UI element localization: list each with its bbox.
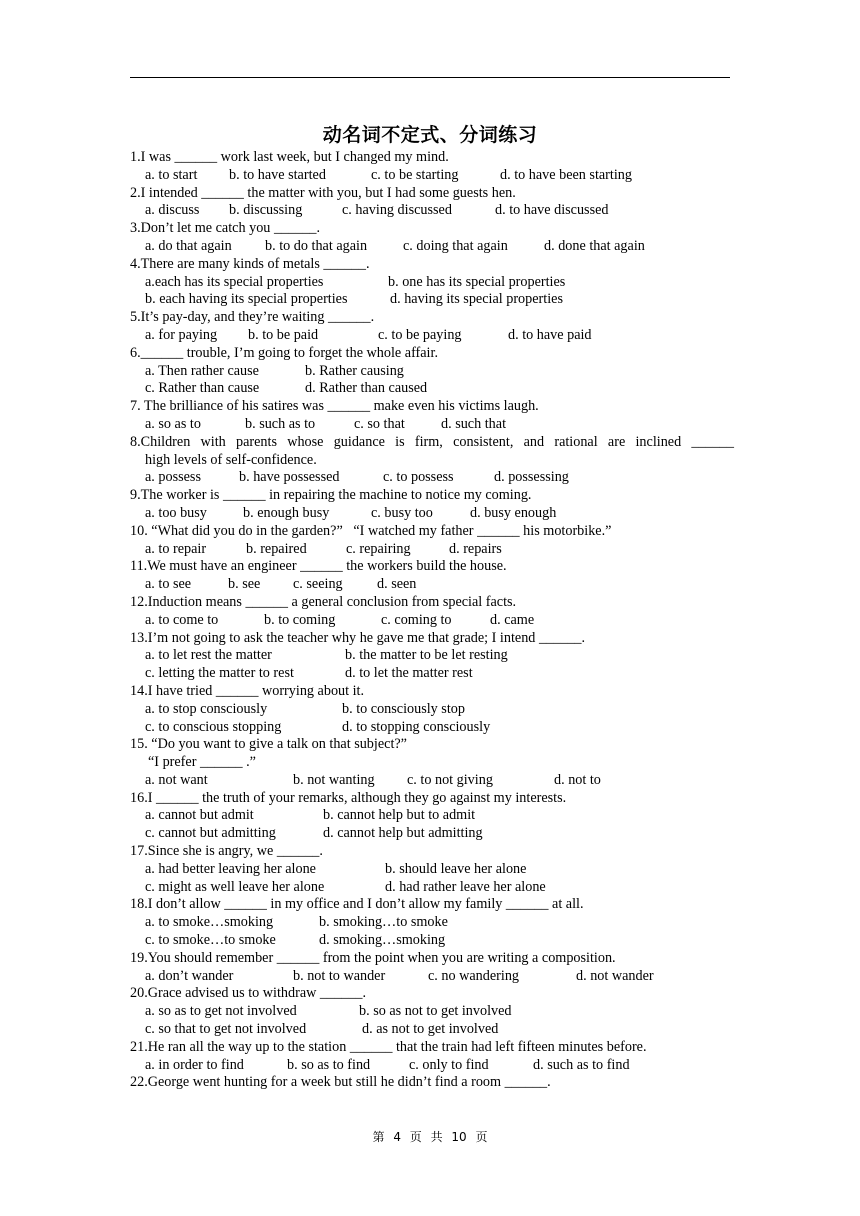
question-stem: 15. “Do you want to give a talk on that subject?”	[130, 736, 407, 753]
option-c: c. to be starting	[371, 166, 459, 183]
option-b: b. smoking…to smoke	[319, 914, 448, 931]
question-stem: 4.There are many kinds of metals ______.	[130, 255, 370, 272]
option-b: b. so as to find	[287, 1056, 371, 1073]
question-stem: 10. “What did you do in the garden?” “I watched my father ______ his motorbike.”	[130, 522, 612, 539]
option-c: c. to not giving	[407, 771, 493, 788]
option-a: a. to smoke…smoking	[145, 914, 274, 931]
option-a: a. to come to	[145, 611, 219, 628]
option-a: a. to stop consciously	[145, 700, 268, 717]
option-c: c. cannot but admitting	[145, 825, 276, 842]
option-b: b. one has its special properties	[388, 273, 566, 290]
option-a: a. do that again	[145, 237, 232, 254]
options-row	[130, 879, 734, 897]
question-stem: 7. The brilliance of his satires was ______ make even his victims laugh.	[130, 398, 539, 415]
option-d: d. as not to get involved	[362, 1021, 499, 1038]
option-b: b. Rather causing	[305, 362, 404, 379]
question-stem: 11.We must have an engineer ______ the workers build the house.	[130, 558, 507, 575]
options-row	[130, 932, 734, 950]
options-row	[130, 665, 734, 683]
option-c: c. no wandering	[428, 967, 520, 984]
option-c: c. repairing	[346, 540, 411, 557]
options-row	[130, 541, 734, 559]
option-d: d. busy enough	[470, 504, 557, 521]
option-d: d. having its special properties	[390, 291, 563, 308]
question-stem: 1.I was ______ work last week, but I changed my mind.	[130, 149, 449, 165]
options-row	[130, 719, 734, 737]
option-b: b. the matter to be let resting	[345, 647, 508, 664]
options-row	[130, 274, 734, 292]
option-d: d. Rather than caused	[305, 380, 428, 397]
question-stem: 17.Since she is angry, we ______.	[130, 843, 323, 860]
question-stem: 22.George went hunting for a week but still he didn’t find a room ______.	[130, 1074, 551, 1091]
option-b: b. should leave her alone	[385, 860, 527, 877]
option-a: a. to see	[145, 576, 192, 593]
options-row	[130, 327, 734, 345]
question-stem: 16.I ______ the truth of your remarks, although they go against my interests.	[130, 789, 567, 806]
option-b: b. to coming	[264, 611, 336, 628]
option-a: a. possess	[145, 469, 201, 486]
options-row	[130, 647, 734, 665]
option-c: c. so that	[354, 415, 405, 432]
options-row	[130, 363, 734, 381]
option-a: a. not want	[145, 771, 208, 788]
options-row	[130, 576, 734, 594]
option-a: a. for paying	[145, 326, 218, 343]
option-b: b. to have started	[229, 166, 326, 183]
option-d: d. cannot help but admitting	[323, 825, 483, 842]
option-b: b. repaired	[246, 540, 307, 557]
question-stem-continued: “I prefer ______ .”	[148, 754, 256, 771]
option-d: d. repairs	[449, 540, 502, 557]
options-row	[130, 825, 734, 843]
question-stem: 19.You should remember ______ from the point when you are writing a composition.	[130, 949, 616, 966]
question-stem: 12.Induction means ______ a general conclusion from special facts.	[130, 593, 517, 610]
options-row	[130, 772, 734, 790]
options-row	[130, 701, 734, 719]
option-b: b. enough busy	[243, 504, 330, 521]
question-stem: 8.Children with parents whose guidance is firm, consistent, and rational are inclined ______	[130, 433, 734, 450]
question-stem: 3.Don’t let me catch you ______.	[130, 220, 321, 237]
options-row	[130, 505, 734, 523]
question-stem: 21.He ran all the way up to the station ______ that the train had left fifteen minutes before.	[130, 1038, 647, 1055]
option-a: a. too busy	[145, 504, 207, 521]
option-b: b. to consciously stop	[342, 700, 465, 717]
option-a: a. to repair	[145, 540, 207, 557]
options-row	[130, 1057, 734, 1075]
question-stem: 6.______ trouble, I’m going to forget the whole affair.	[130, 344, 438, 361]
options-row	[130, 807, 734, 825]
page-footer: 第 4 页 共 10 页	[372, 1130, 488, 1144]
question-stem: 9.The worker is ______ in repairing the machine to notice my coming.	[130, 487, 532, 504]
options-row	[130, 1003, 734, 1021]
option-c: c. coming to	[381, 611, 452, 628]
question-stem: 2.I intended ______ the matter with you, but I had some guests hen.	[130, 184, 516, 201]
option-c: c. so that to get not involved	[145, 1021, 307, 1038]
option-d: d. came	[490, 611, 535, 628]
option-c: c. to be paying	[378, 326, 462, 343]
question-stem-continued: high levels of self-confidence.	[145, 451, 317, 468]
option-a: a. cannot but admit	[145, 807, 254, 824]
option-a: a. don’t wander	[145, 967, 234, 984]
option-c: c. to conscious stopping	[145, 718, 282, 735]
option-b: b. to do that again	[265, 237, 368, 254]
option-a: a. so as to	[145, 415, 201, 432]
question-stem: 20.Grace advised us to withdraw ______.	[130, 985, 367, 1002]
option-b: b. so as not to get involved	[359, 1003, 512, 1020]
option-d: d. possessing	[494, 469, 569, 486]
option-d: d. done that again	[544, 237, 645, 254]
option-b: b. such as to	[245, 415, 316, 432]
option-d: d. to let the matter rest	[345, 665, 473, 682]
option-d: d. smoking…smoking	[319, 932, 446, 949]
options-row	[130, 380, 734, 398]
option-d: d. seen	[377, 576, 417, 593]
option-d: d. to have discussed	[495, 202, 609, 219]
options-row	[130, 238, 734, 256]
question-stem: 5.It’s pay-day, and they’re waiting ______.	[130, 309, 375, 326]
option-a: a. to let rest the matter	[145, 647, 272, 664]
option-d: d. such that	[441, 415, 507, 432]
options-row	[130, 416, 734, 434]
option-c: c. to possess	[383, 469, 454, 486]
option-a: a.each has its special properties	[145, 273, 324, 290]
option-b: b. not wanting	[293, 771, 375, 788]
options-row	[130, 291, 734, 309]
option-d: d. not to	[554, 771, 601, 788]
option-c: c. busy too	[371, 504, 433, 521]
option-c: c. letting the matter to rest	[145, 665, 294, 682]
options-row	[130, 469, 734, 487]
option-d: d. not wander	[576, 967, 654, 984]
option-b: b. to be paid	[248, 326, 319, 343]
page-title: 动名词不定式、分词练习	[322, 124, 538, 146]
option-d: d. to have been starting	[500, 166, 632, 183]
option-a: a. Then rather cause	[145, 362, 259, 379]
option-c: c. only to find	[409, 1056, 489, 1073]
option-d: d. such as to find	[533, 1056, 630, 1073]
option-b: b. each having its special properties	[145, 291, 348, 308]
option-b: b. cannot help but to admit	[323, 807, 476, 824]
option-a: a. had better leaving her alone	[145, 860, 316, 877]
option-d: d. had rather leave her alone	[385, 878, 546, 895]
option-b: b. not to wander	[293, 967, 386, 984]
options-row	[130, 167, 734, 185]
option-c: c. doing that again	[403, 237, 508, 254]
option-c: c. might as well leave her alone	[145, 878, 325, 895]
question-list	[130, 149, 734, 1092]
options-row	[130, 861, 734, 879]
option-b: b. see	[228, 576, 261, 593]
option-c: c. seeing	[293, 576, 343, 593]
option-d: d. to stopping consciously	[342, 718, 491, 735]
question-stem: 14.I have tried ______ worrying about it.	[130, 682, 365, 699]
options-row	[130, 914, 734, 932]
options-row	[130, 968, 734, 986]
option-a: a. to start	[145, 166, 198, 183]
option-b: b. have possessed	[239, 469, 340, 486]
option-a: a. so as to get not involved	[145, 1003, 297, 1020]
option-c: c. to smoke…to smoke	[145, 932, 276, 949]
question-stem: 13.I’m not going to ask the teacher why he gave me that grade; I intend ______.	[130, 629, 586, 646]
option-a: a. in order to find	[145, 1056, 244, 1073]
header-rule	[130, 77, 730, 78]
options-row	[130, 202, 734, 220]
option-b: b. discussing	[229, 202, 303, 219]
options-row	[130, 1021, 734, 1039]
option-a: a. discuss	[145, 202, 200, 219]
options-row	[130, 612, 734, 630]
question-stem: 18.I don’t allow ______ in my office and I don’t allow my family ______ at all.	[130, 896, 584, 913]
option-c: c. Rather than cause	[145, 380, 260, 397]
option-c: c. having discussed	[342, 202, 452, 219]
option-d: d. to have paid	[508, 326, 592, 343]
